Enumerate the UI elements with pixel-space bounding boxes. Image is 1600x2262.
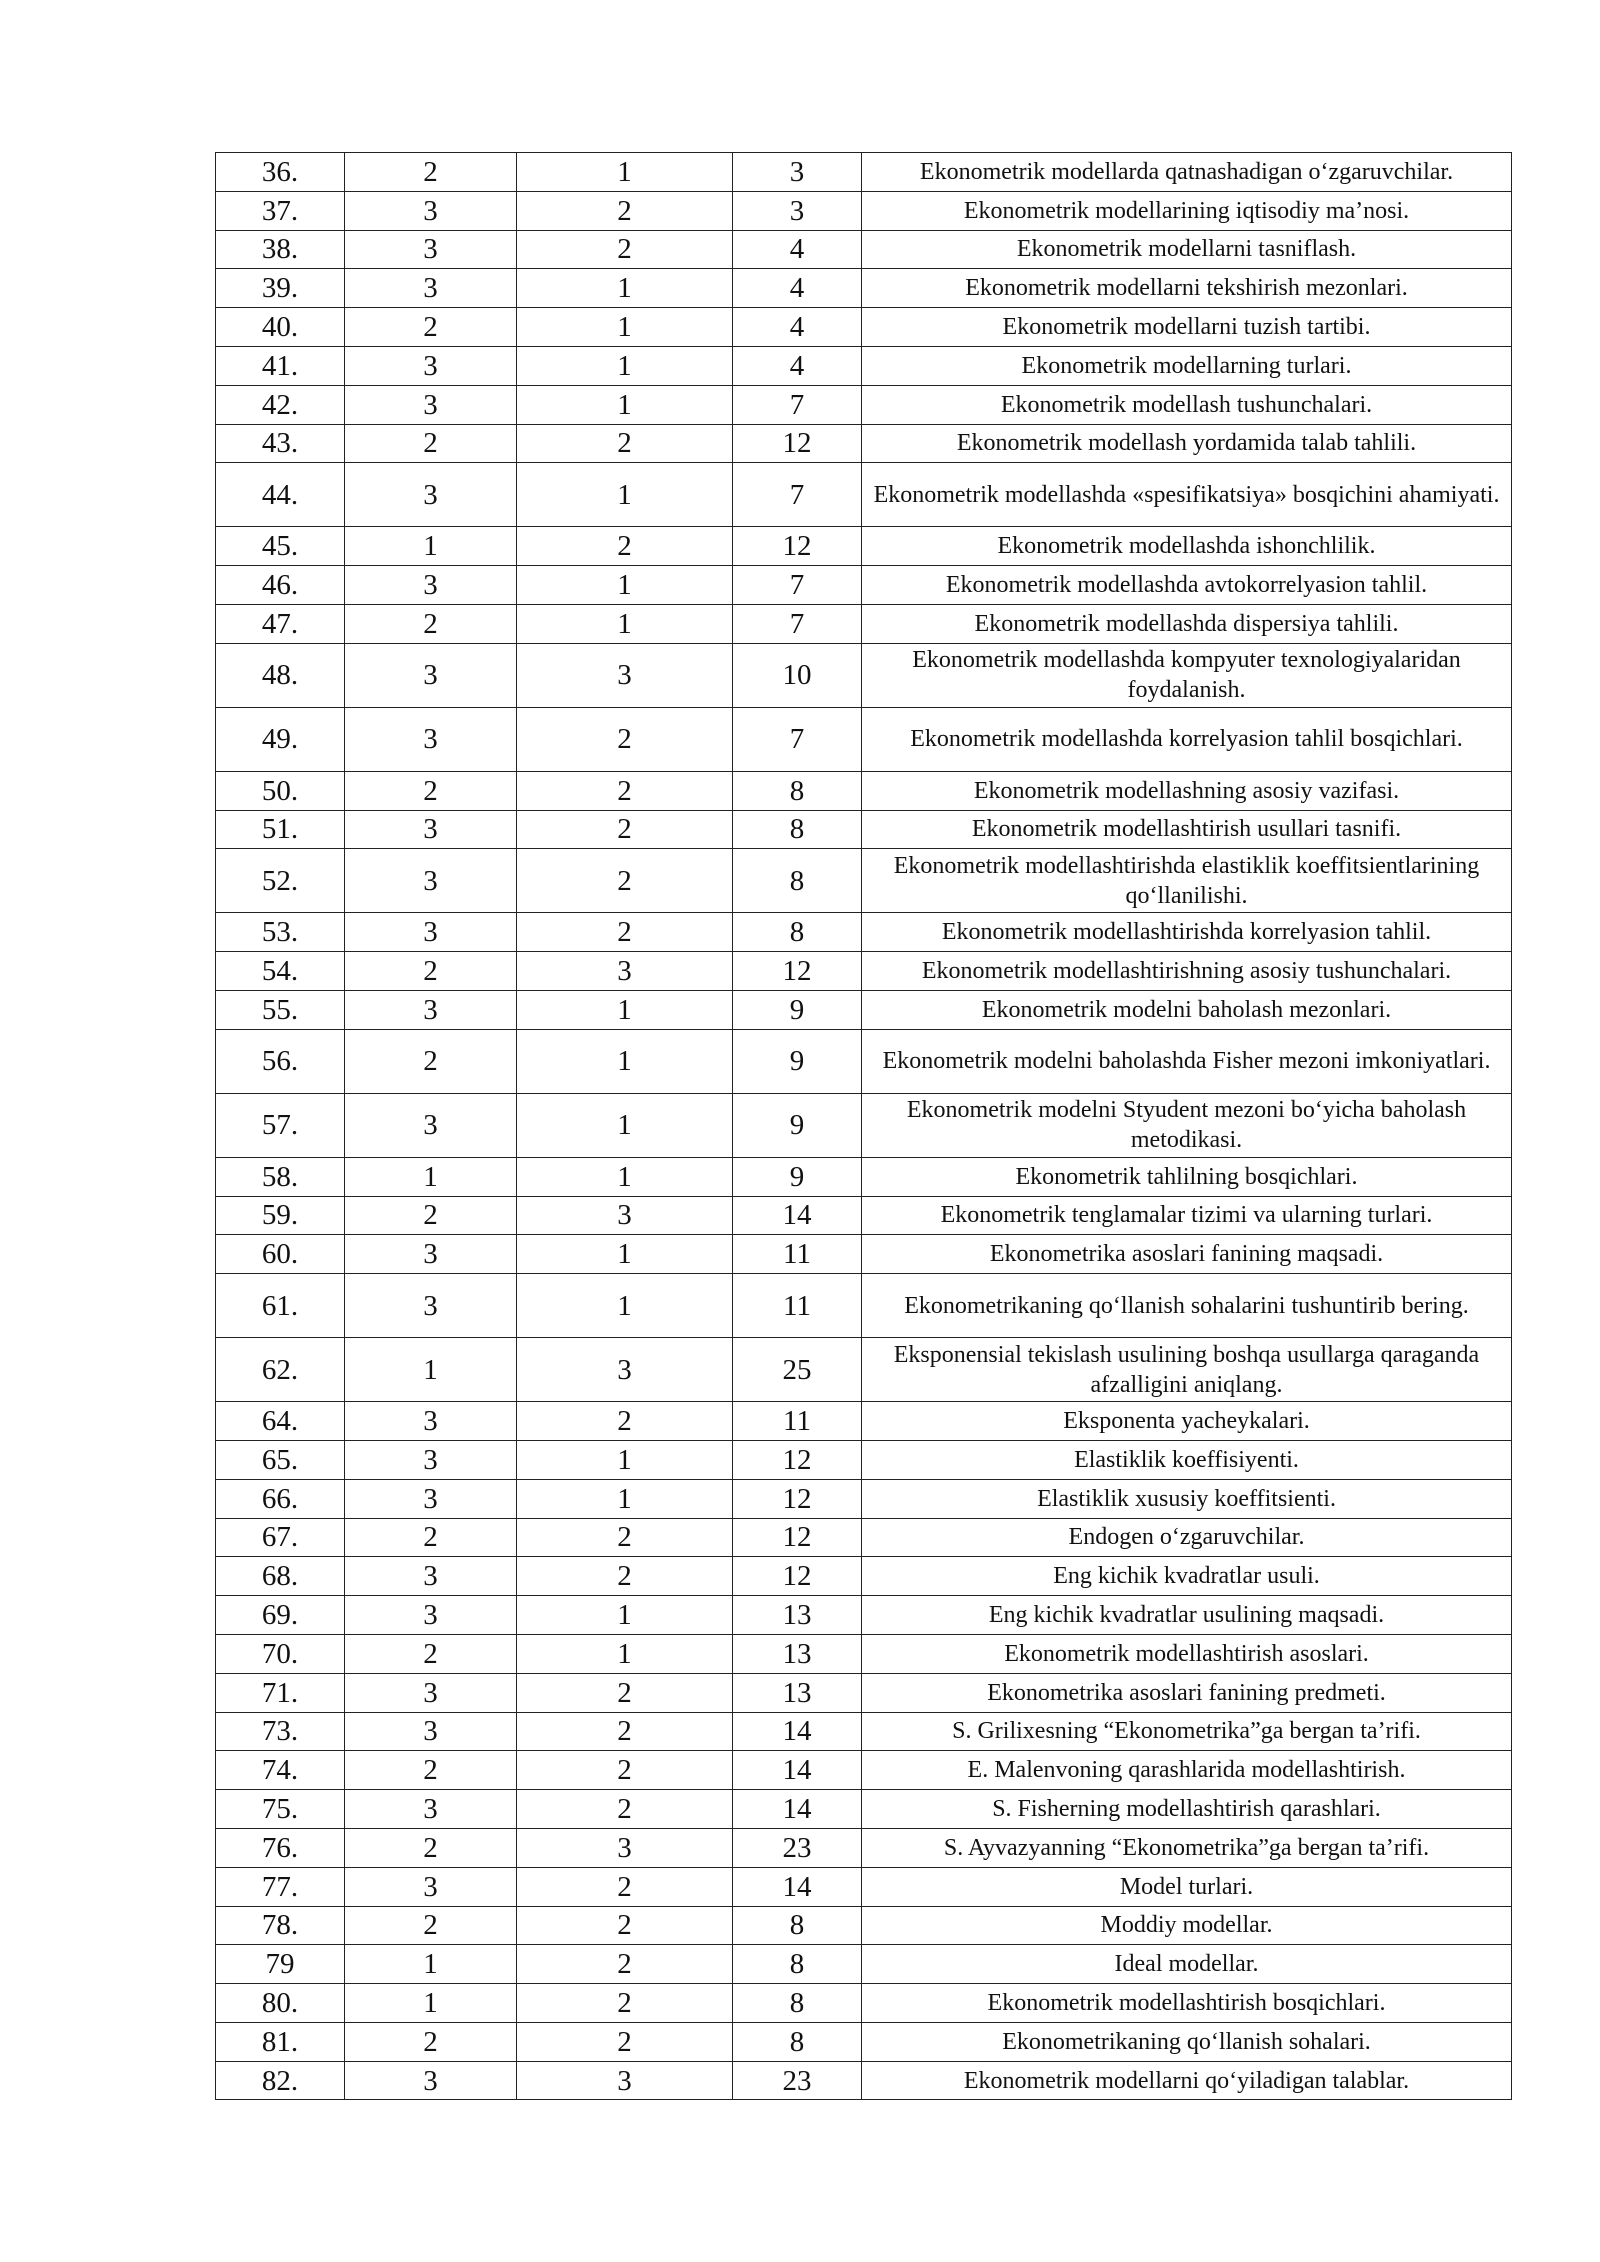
- column-2-cell: 3: [345, 1673, 517, 1712]
- column-4-cell: 25: [733, 1338, 862, 1402]
- question-text-cell: Endogen o‘zgaruvchilar.: [862, 1518, 1512, 1557]
- column-4-cell: 4: [733, 308, 862, 347]
- row-number-cell: 54.: [216, 952, 345, 991]
- column-2-cell: 3: [345, 810, 517, 849]
- column-4-cell: 7: [733, 604, 862, 643]
- column-2-cell: 2: [345, 1196, 517, 1235]
- question-text-cell: S. Fisherning modellashtirish qarashlari.: [862, 1790, 1512, 1829]
- column-4-cell: 14: [733, 1196, 862, 1235]
- row-number-cell: 77.: [216, 1867, 345, 1906]
- column-2-cell: 3: [345, 990, 517, 1029]
- table-row: [216, 1596, 1512, 1635]
- column-3-cell: 2: [517, 1751, 733, 1790]
- table-row: [216, 1479, 1512, 1518]
- question-text-cell: Ekonometrik modellashda kompyuter texnologiyalaridan foydalanish.: [862, 643, 1512, 707]
- table-row: [216, 153, 1512, 192]
- table-row: [216, 604, 1512, 643]
- column-3-cell: 2: [517, 913, 733, 952]
- row-number-cell: 55.: [216, 990, 345, 1029]
- row-number-cell: 48.: [216, 643, 345, 707]
- question-text-cell: Ekonometrik modelni baholashda Fisher mezoni imkoniyatlari.: [862, 1029, 1512, 1093]
- table-row: [216, 643, 1512, 707]
- column-3-cell: 2: [517, 424, 733, 463]
- question-text-cell: Ekonometrik modellashtirishning asosiy tushunchalari.: [862, 952, 1512, 991]
- column-2-cell: 3: [345, 913, 517, 952]
- column-3-cell: 1: [517, 1029, 733, 1093]
- row-number-cell: 75.: [216, 1790, 345, 1829]
- question-text-cell: Ekonometrik modellash yordamida talab tahlili.: [862, 424, 1512, 463]
- column-4-cell: 7: [733, 707, 862, 771]
- table-row: [216, 1029, 1512, 1093]
- question-text-cell: Ekonometrik modellarni tasniflash.: [862, 230, 1512, 269]
- column-3-cell: 2: [517, 1557, 733, 1596]
- column-2-cell: 3: [345, 566, 517, 605]
- table-row: [216, 1274, 1512, 1338]
- column-3-cell: 1: [517, 308, 733, 347]
- question-text-cell: Ekonometrik modellarning turlari.: [862, 346, 1512, 385]
- column-4-cell: 8: [733, 849, 862, 913]
- column-3-cell: 2: [517, 527, 733, 566]
- column-3-cell: 2: [517, 810, 733, 849]
- table-row: [216, 1157, 1512, 1196]
- column-2-cell: 2: [345, 1518, 517, 1557]
- column-4-cell: 12: [733, 424, 862, 463]
- question-text-cell: Ekonometrik modellashda «spesifikatsiya» bosqichini ahamiyati.: [862, 463, 1512, 527]
- question-text-cell: Ekonometrik modellashda dispersiya tahlili.: [862, 604, 1512, 643]
- table-row: [216, 2061, 1512, 2100]
- column-3-cell: 1: [517, 346, 733, 385]
- row-number-cell: 36.: [216, 153, 345, 192]
- column-3-cell: 1: [517, 385, 733, 424]
- column-4-cell: 12: [733, 527, 862, 566]
- question-text-cell: Ekonometrik modellashtirish usullari tasnifi.: [862, 810, 1512, 849]
- row-number-cell: 52.: [216, 849, 345, 913]
- column-3-cell: 3: [517, 1338, 733, 1402]
- column-2-cell: 3: [345, 1274, 517, 1338]
- table-body: [216, 153, 1512, 2100]
- column-4-cell: 10: [733, 643, 862, 707]
- table-row: [216, 566, 1512, 605]
- column-2-cell: 3: [345, 2061, 517, 2100]
- column-4-cell: 13: [733, 1673, 862, 1712]
- column-4-cell: 8: [733, 771, 862, 810]
- column-2-cell: 2: [345, 153, 517, 192]
- question-text-cell: Ekonometrik modellashda avtokorrelyasion tahlil.: [862, 566, 1512, 605]
- column-2-cell: 3: [345, 1479, 517, 1518]
- questions-table: [215, 152, 1512, 2100]
- table-row: [216, 1402, 1512, 1441]
- table-row: [216, 1790, 1512, 1829]
- row-number-cell: 74.: [216, 1751, 345, 1790]
- column-2-cell: 3: [345, 463, 517, 527]
- table-row: [216, 913, 1512, 952]
- table-row: [216, 463, 1512, 527]
- column-3-cell: 3: [517, 643, 733, 707]
- question-text-cell: Ekonometrikaning qo‘llanish sohalarini tushuntirib bering.: [862, 1274, 1512, 1338]
- table-row: [216, 1867, 1512, 1906]
- question-text-cell: Ekonometrik modellashtirish bosqichlari.: [862, 1984, 1512, 2023]
- row-number-cell: 59.: [216, 1196, 345, 1235]
- question-text-cell: Ekonometrik modellarda qatnashadigan o‘zgaruvchilar.: [862, 153, 1512, 192]
- table-row: [216, 424, 1512, 463]
- column-3-cell: 2: [517, 1906, 733, 1945]
- column-4-cell: 9: [733, 1093, 862, 1157]
- column-3-cell: 1: [517, 1440, 733, 1479]
- column-3-cell: 1: [517, 566, 733, 605]
- question-text-cell: Elastiklik xususiy koeffitsienti.: [862, 1479, 1512, 1518]
- column-2-cell: 2: [345, 952, 517, 991]
- column-4-cell: 12: [733, 1440, 862, 1479]
- row-number-cell: 65.: [216, 1440, 345, 1479]
- column-4-cell: 9: [733, 1029, 862, 1093]
- column-4-cell: 4: [733, 346, 862, 385]
- column-3-cell: 1: [517, 1479, 733, 1518]
- column-2-cell: 3: [345, 643, 517, 707]
- row-number-cell: 68.: [216, 1557, 345, 1596]
- column-3-cell: 2: [517, 1673, 733, 1712]
- column-2-cell: 2: [345, 308, 517, 347]
- row-number-cell: 61.: [216, 1274, 345, 1338]
- column-3-cell: 2: [517, 1402, 733, 1441]
- table-row: [216, 191, 1512, 230]
- table-row: [216, 1906, 1512, 1945]
- column-2-cell: 3: [345, 849, 517, 913]
- column-2-cell: 2: [345, 604, 517, 643]
- table-row: [216, 771, 1512, 810]
- column-3-cell: 1: [517, 153, 733, 192]
- question-text-cell: Ekonometrik modellash tushunchalari.: [862, 385, 1512, 424]
- table-row: [216, 1196, 1512, 1235]
- row-number-cell: 41.: [216, 346, 345, 385]
- column-2-cell: 3: [345, 1867, 517, 1906]
- row-number-cell: 60.: [216, 1235, 345, 1274]
- question-text-cell: Ekonometrik modellashda ishonchlilik.: [862, 527, 1512, 566]
- question-text-cell: Ekonometrik modellashtirishda korrelyasion tahlil.: [862, 913, 1512, 952]
- column-2-cell: 3: [345, 1596, 517, 1635]
- column-4-cell: 11: [733, 1235, 862, 1274]
- question-text-cell: Eksponenta yacheykalari.: [862, 1402, 1512, 1441]
- row-number-cell: 38.: [216, 230, 345, 269]
- table-row: [216, 1945, 1512, 1984]
- question-text-cell: Eng kichik kvadratlar usulining maqsadi.: [862, 1596, 1512, 1635]
- row-number-cell: 57.: [216, 1093, 345, 1157]
- row-number-cell: 44.: [216, 463, 345, 527]
- column-3-cell: 3: [517, 1828, 733, 1867]
- row-number-cell: 76.: [216, 1828, 345, 1867]
- row-number-cell: 51.: [216, 810, 345, 849]
- column-3-cell: 2: [517, 230, 733, 269]
- column-2-cell: 3: [345, 1402, 517, 1441]
- row-number-cell: 81.: [216, 2022, 345, 2061]
- column-4-cell: 12: [733, 952, 862, 991]
- row-number-cell: 58.: [216, 1157, 345, 1196]
- column-4-cell: 7: [733, 463, 862, 527]
- column-3-cell: 1: [517, 1596, 733, 1635]
- question-text-cell: Ekonometrik modellashtirishda elastiklik koeffitsientlarining qo‘llanilishi.: [862, 849, 1512, 913]
- question-text-cell: Ekonometrika asoslari fanining predmeti.: [862, 1673, 1512, 1712]
- column-3-cell: 2: [517, 191, 733, 230]
- column-3-cell: 1: [517, 269, 733, 308]
- column-3-cell: 1: [517, 990, 733, 1029]
- column-3-cell: 2: [517, 1518, 733, 1557]
- row-number-cell: 43.: [216, 424, 345, 463]
- column-3-cell: 1: [517, 604, 733, 643]
- question-text-cell: Ekonometrik modellarining iqtisodiy ma’nosi.: [862, 191, 1512, 230]
- column-3-cell: 3: [517, 952, 733, 991]
- column-4-cell: 8: [733, 1945, 862, 1984]
- row-number-cell: 71.: [216, 1673, 345, 1712]
- column-4-cell: 12: [733, 1518, 862, 1557]
- question-text-cell: Ideal modellar.: [862, 1945, 1512, 1984]
- column-2-cell: 2: [345, 1906, 517, 1945]
- column-4-cell: 8: [733, 913, 862, 952]
- table-row: [216, 1984, 1512, 2023]
- column-2-cell: 3: [345, 1235, 517, 1274]
- question-text-cell: Eksponensial tekislash usulining boshqa usullarga qaraganda afzalligini aniqlang.: [862, 1338, 1512, 1402]
- question-text-cell: Ekonometrika asoslari fanining maqsadi.: [862, 1235, 1512, 1274]
- column-2-cell: 3: [345, 191, 517, 230]
- row-number-cell: 49.: [216, 707, 345, 771]
- question-text-cell: Ekonometrik modellarni qo‘yiladigan talablar.: [862, 2061, 1512, 2100]
- table-row: [216, 1634, 1512, 1673]
- column-4-cell: 13: [733, 1596, 862, 1635]
- question-text-cell: Ekonometrik modellarni tekshirish mezonlari.: [862, 269, 1512, 308]
- question-text-cell: S. Ayvazyanning “Ekonometrika”ga bergan ta’rifi.: [862, 1828, 1512, 1867]
- column-2-cell: 2: [345, 1029, 517, 1093]
- column-3-cell: 3: [517, 2061, 733, 2100]
- column-2-cell: 1: [345, 1157, 517, 1196]
- row-number-cell: 37.: [216, 191, 345, 230]
- table-row: [216, 707, 1512, 771]
- table-row: [216, 527, 1512, 566]
- column-2-cell: 3: [345, 1790, 517, 1829]
- column-4-cell: 3: [733, 191, 862, 230]
- column-2-cell: 1: [345, 527, 517, 566]
- question-text-cell: Ekonometrik modelni baholash mezonlari.: [862, 990, 1512, 1029]
- question-text-cell: Ekonometrik modelni Styudent mezoni bo‘yicha baholash metodikasi.: [862, 1093, 1512, 1157]
- question-text-cell: Ekonometrik modellashtirish asoslari.: [862, 1634, 1512, 1673]
- column-4-cell: 7: [733, 385, 862, 424]
- column-2-cell: 2: [345, 424, 517, 463]
- column-4-cell: 3: [733, 153, 862, 192]
- column-4-cell: 8: [733, 810, 862, 849]
- column-3-cell: 2: [517, 1712, 733, 1751]
- row-number-cell: 70.: [216, 1634, 345, 1673]
- question-text-cell: Ekonometrik modellarni tuzish tartibi.: [862, 308, 1512, 347]
- row-number-cell: 82.: [216, 2061, 345, 2100]
- column-4-cell: 12: [733, 1557, 862, 1596]
- row-number-cell: 62.: [216, 1338, 345, 1402]
- table-row: [216, 1093, 1512, 1157]
- question-text-cell: Ekonometrik modellashning asosiy vazifasi.: [862, 771, 1512, 810]
- row-number-cell: 46.: [216, 566, 345, 605]
- table-row: [216, 1440, 1512, 1479]
- row-number-cell: 40.: [216, 308, 345, 347]
- question-text-cell: Model turlari.: [862, 1867, 1512, 1906]
- column-2-cell: 1: [345, 1984, 517, 2023]
- column-2-cell: 3: [345, 269, 517, 308]
- column-2-cell: 3: [345, 346, 517, 385]
- column-4-cell: 14: [733, 1751, 862, 1790]
- table-row: [216, 346, 1512, 385]
- column-2-cell: 1: [345, 1338, 517, 1402]
- row-number-cell: 73.: [216, 1712, 345, 1751]
- column-4-cell: 9: [733, 990, 862, 1029]
- table-row: [216, 230, 1512, 269]
- column-2-cell: 2: [345, 1828, 517, 1867]
- column-2-cell: 2: [345, 2022, 517, 2061]
- table-row: [216, 385, 1512, 424]
- column-2-cell: 2: [345, 1751, 517, 1790]
- column-4-cell: 11: [733, 1402, 862, 1441]
- column-4-cell: 8: [733, 1906, 862, 1945]
- question-text-cell: Elastiklik koeffisiyenti.: [862, 1440, 1512, 1479]
- table-row: [216, 1338, 1512, 1402]
- column-3-cell: 2: [517, 1790, 733, 1829]
- question-text-cell: Ekonometrikaning qo‘llanish sohalari.: [862, 2022, 1512, 2061]
- column-3-cell: 2: [517, 707, 733, 771]
- question-text-cell: Moddiy modellar.: [862, 1906, 1512, 1945]
- column-2-cell: 3: [345, 1712, 517, 1751]
- column-2-cell: 3: [345, 230, 517, 269]
- column-4-cell: 13: [733, 1634, 862, 1673]
- row-number-cell: 79: [216, 1945, 345, 1984]
- row-number-cell: 53.: [216, 913, 345, 952]
- column-4-cell: 12: [733, 1479, 862, 1518]
- column-4-cell: 7: [733, 566, 862, 605]
- column-2-cell: 1: [345, 1945, 517, 1984]
- column-4-cell: 4: [733, 269, 862, 308]
- row-number-cell: 39.: [216, 269, 345, 308]
- column-3-cell: 2: [517, 1867, 733, 1906]
- row-number-cell: 42.: [216, 385, 345, 424]
- column-3-cell: 2: [517, 2022, 733, 2061]
- column-4-cell: 11: [733, 1274, 862, 1338]
- row-number-cell: 50.: [216, 771, 345, 810]
- column-2-cell: 3: [345, 707, 517, 771]
- column-4-cell: 9: [733, 1157, 862, 1196]
- row-number-cell: 47.: [216, 604, 345, 643]
- column-2-cell: 3: [345, 1093, 517, 1157]
- question-text-cell: E. Malenvoning qarashlarida modellashtirish.: [862, 1751, 1512, 1790]
- table-row: [216, 1712, 1512, 1751]
- column-4-cell: 4: [733, 230, 862, 269]
- row-number-cell: 78.: [216, 1906, 345, 1945]
- column-2-cell: 2: [345, 771, 517, 810]
- column-3-cell: 3: [517, 1196, 733, 1235]
- column-3-cell: 1: [517, 1274, 733, 1338]
- row-number-cell: 69.: [216, 1596, 345, 1635]
- column-3-cell: 2: [517, 849, 733, 913]
- column-2-cell: 3: [345, 385, 517, 424]
- column-4-cell: 14: [733, 1867, 862, 1906]
- question-text-cell: Ekonometrik tahlilning bosqichlari.: [862, 1157, 1512, 1196]
- column-2-cell: 3: [345, 1440, 517, 1479]
- question-text-cell: Ekonometrik tenglamalar tizimi va ularning turlari.: [862, 1196, 1512, 1235]
- table-row: [216, 1235, 1512, 1274]
- column-3-cell: 2: [517, 771, 733, 810]
- table-row: [216, 1828, 1512, 1867]
- row-number-cell: 67.: [216, 1518, 345, 1557]
- question-text-cell: S. Grilixesning “Ekonometrika”ga bergan ta’rifi.: [862, 1712, 1512, 1751]
- column-4-cell: 23: [733, 2061, 862, 2100]
- table-row: [216, 1673, 1512, 1712]
- column-3-cell: 1: [517, 1157, 733, 1196]
- table-row: [216, 952, 1512, 991]
- column-2-cell: 3: [345, 1557, 517, 1596]
- question-text-cell: Eng kichik kvadratlar usuli.: [862, 1557, 1512, 1596]
- table-row: [216, 810, 1512, 849]
- table-row: [216, 2022, 1512, 2061]
- row-number-cell: 80.: [216, 1984, 345, 2023]
- column-4-cell: 8: [733, 1984, 862, 2023]
- row-number-cell: 66.: [216, 1479, 345, 1518]
- table-row: [216, 1557, 1512, 1596]
- row-number-cell: 56.: [216, 1029, 345, 1093]
- column-4-cell: 14: [733, 1790, 862, 1829]
- column-3-cell: 1: [517, 1093, 733, 1157]
- column-4-cell: 23: [733, 1828, 862, 1867]
- column-3-cell: 2: [517, 1945, 733, 1984]
- column-2-cell: 2: [345, 1634, 517, 1673]
- column-4-cell: 14: [733, 1712, 862, 1751]
- table-row: [216, 1518, 1512, 1557]
- table-row: [216, 990, 1512, 1029]
- column-3-cell: 1: [517, 463, 733, 527]
- question-text-cell: Ekonometrik modellashda korrelyasion tahlil bosqichlari.: [862, 707, 1512, 771]
- column-3-cell: 1: [517, 1634, 733, 1673]
- column-3-cell: 1: [517, 1235, 733, 1274]
- row-number-cell: 45.: [216, 527, 345, 566]
- column-3-cell: 2: [517, 1984, 733, 2023]
- table-row: [216, 1751, 1512, 1790]
- row-number-cell: 64.: [216, 1402, 345, 1441]
- table-row: [216, 849, 1512, 913]
- column-4-cell: 8: [733, 2022, 862, 2061]
- table-row: [216, 308, 1512, 347]
- table-row: [216, 269, 1512, 308]
